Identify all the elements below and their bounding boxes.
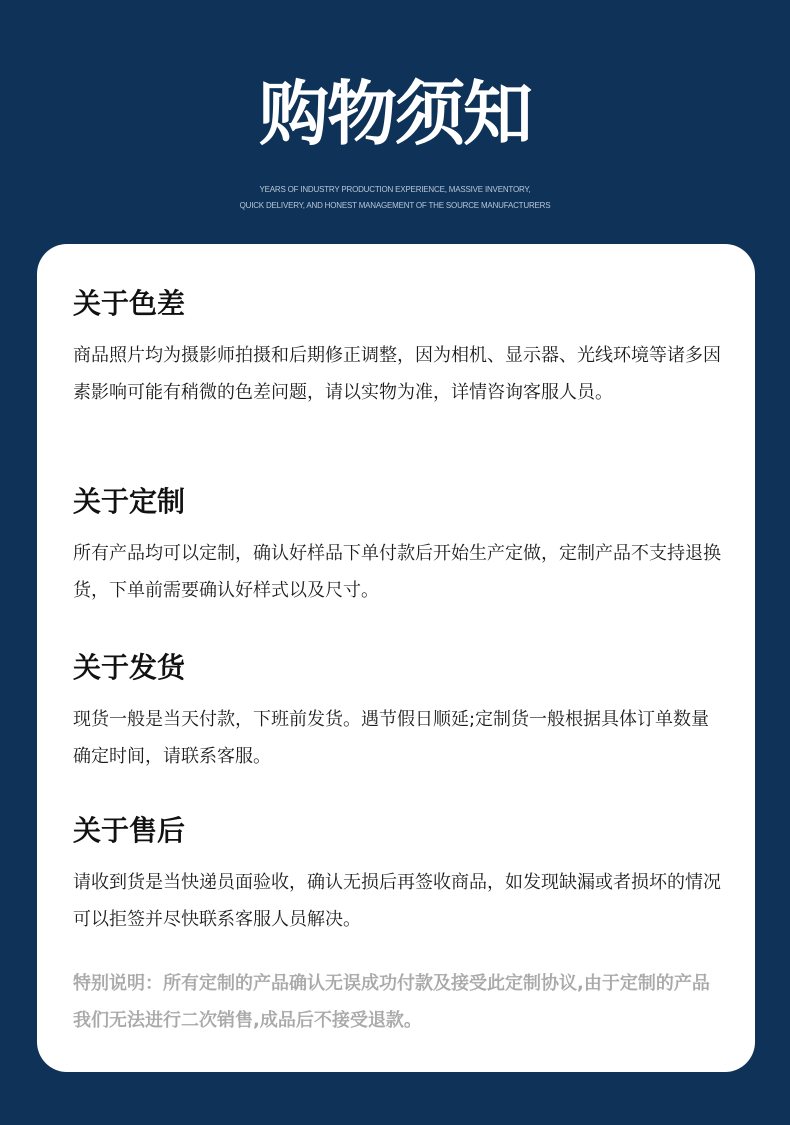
- section-body-after-sales: 请收到货是当快递员面验收，确认无损后再签收商品，如发现缺漏或者损坏的情况可以拒签并尽快联系客服人员解决。: [73, 872, 721, 930]
- subtitle-line-1: YEARS OF INDUSTRY PRODUCTION EXPERIENCE, MASSIVE INVENTORY,: [259, 185, 531, 194]
- section-body-shipping: 现货一般是当天付款，下班前发货。遇节假日顺延;定制货一般根据具体订单数量确定时间，请联系客服。: [73, 709, 710, 767]
- notice-card: [37, 244, 755, 1072]
- section-body-customization: 所有产品均可以定制，确认好样品下单付款后开始生产定做，定制产品不支持退换货，下单前需要确认好样式以及尺寸。: [73, 543, 721, 601]
- section-title-after-sales: 关于售后: [73, 814, 186, 847]
- header: [0, 0, 790, 240]
- subtitle-line-2: QUICK DELIVERY, AND HONEST MANAGEMENT OF THE SOURCE MANUFACTURERS: [239, 201, 551, 210]
- section-title-shipping: 关于发货: [73, 651, 186, 684]
- section-title-color-difference: 关于色差: [73, 287, 186, 320]
- section-body-color-difference: 商品照片均为摄影师拍摄和后期修正调整，因为相机、显示器、光线环境等诸多因素影响可能有稍微的色差问题，请以实物为准，详情咨询客服人员。: [73, 345, 721, 403]
- special-note: 特别说明：所有定制的产品确认无误成功付款及接受此定制协议,由于定制的产品我们无法进行二次销售,成品后不接受退款。: [73, 973, 710, 1031]
- page-title: 购物须知: [259, 73, 531, 155]
- section-title-customization: 关于定制: [73, 485, 186, 518]
